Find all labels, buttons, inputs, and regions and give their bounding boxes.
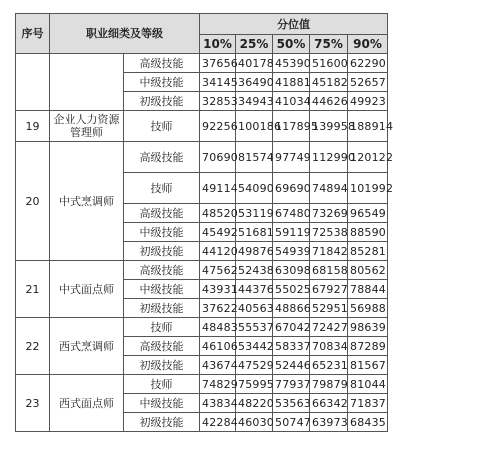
value-cell: 52657	[348, 73, 388, 92]
header-quantile-3: 50%	[273, 35, 310, 54]
value-cell: 75995	[236, 375, 273, 394]
value-cell: 54939	[273, 242, 310, 261]
value-cell: 80562	[348, 261, 388, 280]
table-header	[16, 14, 467, 54]
value-cell: 48866	[273, 299, 310, 318]
value-cell: 120122	[348, 142, 388, 173]
value-cell: 44120	[200, 242, 236, 261]
value-cell: 40178	[236, 54, 273, 73]
value-cell: 41034	[273, 92, 310, 111]
header-quantile-group: 分位值	[200, 14, 388, 35]
value-cell: 67480	[273, 204, 310, 223]
value-cell: 45182	[310, 73, 348, 92]
value-cell: 92256	[200, 111, 236, 142]
value-cell: 98639	[348, 318, 388, 337]
table-row	[16, 142, 467, 173]
value-cell: 46106	[200, 337, 236, 356]
seq-cell: 20	[16, 142, 50, 261]
value-cell: 112990	[310, 142, 348, 173]
value-cell: 74829	[200, 375, 236, 394]
value-cell: 59119	[273, 223, 310, 242]
value-cell: 48520	[200, 204, 236, 223]
seq-cell: 22	[16, 318, 50, 375]
value-cell: 49876	[236, 242, 273, 261]
value-cell: 71842	[310, 242, 348, 261]
value-cell: 45390	[273, 54, 310, 73]
value-cell: 53442	[236, 337, 273, 356]
value-cell: 52951	[310, 299, 348, 318]
value-cell: 67927	[310, 280, 348, 299]
value-cell: 34145	[200, 73, 236, 92]
salary-table-container	[15, 13, 467, 432]
value-cell: 56988	[348, 299, 388, 318]
value-cell: 44376	[236, 280, 273, 299]
value-cell: 70690	[200, 142, 236, 173]
seq-cell	[16, 54, 50, 111]
value-cell: 74894	[310, 173, 348, 204]
seq-cell: 21	[16, 261, 50, 318]
header-quantile-1: 10%	[200, 35, 236, 54]
value-cell: 77937	[273, 375, 310, 394]
level-cell: 中级技能	[124, 223, 200, 242]
table-row	[16, 261, 467, 280]
level-cell: 初级技能	[124, 299, 200, 318]
value-cell: 72538	[310, 223, 348, 242]
value-cell: 34943	[236, 92, 273, 111]
value-cell: 63973	[310, 413, 348, 432]
level-cell: 高级技能	[124, 54, 200, 73]
value-cell: 68158	[310, 261, 348, 280]
value-cell: 43674	[200, 356, 236, 375]
value-cell: 70834	[310, 337, 348, 356]
value-cell: 47562	[200, 261, 236, 280]
level-cell: 高级技能	[124, 142, 200, 173]
value-cell: 81044	[348, 375, 388, 394]
value-cell: 188914	[348, 111, 388, 142]
value-cell: 72427	[310, 318, 348, 337]
value-cell: 71837	[348, 394, 388, 413]
value-cell: 51681	[236, 223, 273, 242]
level-cell: 技师	[124, 111, 200, 142]
value-cell: 97749	[273, 142, 310, 173]
level-cell: 技师	[124, 318, 200, 337]
header-seq: 序号	[16, 14, 50, 54]
value-cell: 66342	[310, 394, 348, 413]
table-row	[16, 54, 467, 73]
header-occupation: 职业细类及等级	[50, 14, 200, 54]
occupation-cell: 企业人力资源管理师	[50, 111, 124, 142]
occupation-cell	[50, 54, 124, 111]
value-cell: 81574	[236, 142, 273, 173]
value-cell: 37656	[200, 54, 236, 73]
value-cell: 101992	[348, 173, 388, 204]
value-cell: 51600	[310, 54, 348, 73]
level-cell: 初级技能	[124, 92, 200, 111]
value-cell: 68435	[348, 413, 388, 432]
occupation-cell: 西式烹调师	[50, 318, 124, 375]
level-cell: 初级技能	[124, 242, 200, 261]
table-body	[16, 54, 467, 432]
value-cell: 85281	[348, 242, 388, 261]
value-cell: 43931	[200, 280, 236, 299]
value-cell: 32853	[200, 92, 236, 111]
value-cell: 54090	[236, 173, 273, 204]
value-cell: 46030	[236, 413, 273, 432]
value-cell: 42284	[200, 413, 236, 432]
level-cell: 高级技能	[124, 337, 200, 356]
value-cell: 48220	[236, 394, 273, 413]
value-cell: 40563	[236, 299, 273, 318]
seq-cell: 23	[16, 375, 50, 432]
level-cell: 初级技能	[124, 413, 200, 432]
value-cell: 87289	[348, 337, 388, 356]
value-cell: 36490	[236, 73, 273, 92]
value-cell: 37622	[200, 299, 236, 318]
table-row	[16, 318, 467, 337]
value-cell: 45492	[200, 223, 236, 242]
value-cell: 139958	[310, 111, 348, 142]
level-cell: 技师	[124, 173, 200, 204]
value-cell: 69690	[273, 173, 310, 204]
occupation-cell: 中式面点师	[50, 261, 124, 318]
value-cell: 52438	[236, 261, 273, 280]
value-cell: 53119	[236, 204, 273, 223]
table-row	[16, 111, 467, 142]
level-cell: 高级技能	[124, 204, 200, 223]
value-cell: 58337	[273, 337, 310, 356]
value-cell: 96549	[348, 204, 388, 223]
level-cell: 中级技能	[124, 394, 200, 413]
seq-cell: 19	[16, 111, 50, 142]
value-cell: 117895	[273, 111, 310, 142]
value-cell: 62290	[348, 54, 388, 73]
level-cell: 技师	[124, 375, 200, 394]
occupation-cell: 中式烹调师	[50, 142, 124, 261]
level-cell: 高级技能	[124, 261, 200, 280]
value-cell: 53563	[273, 394, 310, 413]
value-cell: 52446	[273, 356, 310, 375]
value-cell: 100186	[236, 111, 273, 142]
table-row	[16, 375, 467, 394]
level-cell: 初级技能	[124, 356, 200, 375]
value-cell: 55537	[236, 318, 273, 337]
header-quantile-2: 25%	[236, 35, 273, 54]
value-cell: 44626	[310, 92, 348, 111]
value-cell: 49114	[200, 173, 236, 204]
header-quantile-4: 75%	[310, 35, 348, 54]
salary-quantile-table	[15, 13, 467, 432]
value-cell: 41881	[273, 73, 310, 92]
header-quantile-5: 90%	[348, 35, 388, 54]
value-cell: 48483	[200, 318, 236, 337]
value-cell: 65231	[310, 356, 348, 375]
value-cell: 63098	[273, 261, 310, 280]
value-cell: 78844	[348, 280, 388, 299]
occupation-cell: 西式面点师	[50, 375, 124, 432]
value-cell: 88590	[348, 223, 388, 242]
value-cell: 43834	[200, 394, 236, 413]
value-cell: 73269	[310, 204, 348, 223]
value-cell: 55025	[273, 280, 310, 299]
level-cell: 中级技能	[124, 280, 200, 299]
value-cell: 67042	[273, 318, 310, 337]
value-cell: 47529	[236, 356, 273, 375]
value-cell: 49923	[348, 92, 388, 111]
level-cell: 中级技能	[124, 73, 200, 92]
value-cell: 81567	[348, 356, 388, 375]
value-cell: 50747	[273, 413, 310, 432]
value-cell: 79879	[310, 375, 348, 394]
